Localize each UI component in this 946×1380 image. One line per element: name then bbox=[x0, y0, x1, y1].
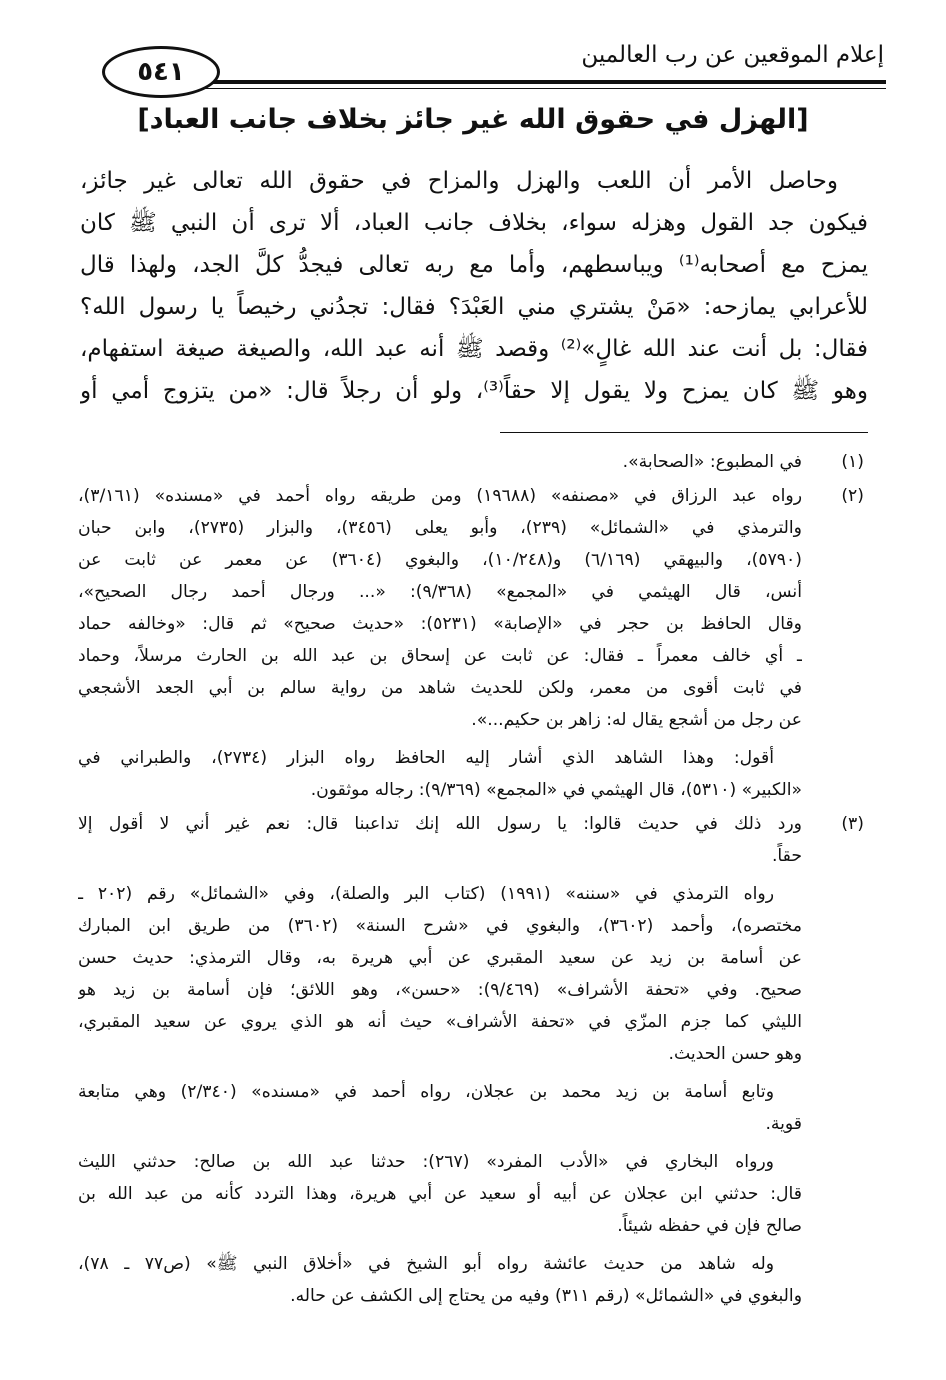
footnote-line: في المطبوع: «الصحابة». bbox=[622, 452, 802, 472]
footnote-line: صحيح. وفي «تحفة الأشراف» (٩/٤٦٩): «حسن»، وهو اللائق؛ فإن أسامة بن زيد هو bbox=[78, 980, 802, 1000]
footnote-line: (٥٧٩٠)، والبيهقي (٦/١٦٩) و(١٠/٢٤٨)، والبغوي (٣٦٠٤) عن معمر عن ثابت عن bbox=[78, 550, 802, 570]
footnote-paragraph bbox=[78, 480, 802, 736]
footnote-number: (٣) bbox=[841, 814, 864, 834]
footnote-line: ورد ذلك في حديث قالوا: يا رسول الله إنك تداعبنا قال: نعم غير أني لا أقول إلا bbox=[78, 814, 802, 834]
footnote-line: ـ أي خالف معمراً ـ فقال: عن ثابت عن إسحاق بن عبد الله بن الحارث مرسلاً، وحماد bbox=[78, 646, 802, 666]
footnote-number: (٢) bbox=[841, 486, 864, 506]
footnote-paragraph bbox=[78, 1076, 802, 1140]
footnote-line: قال: حدثني ابن عجلان عن أبيه أو سعيد عن أبي هريرة، وهذا التردد كأنه من عبد الله بن bbox=[78, 1184, 802, 1204]
footnote-line: قوية. bbox=[765, 1114, 802, 1134]
text-line: يمزح مع أصحابه⁽¹⁾ ويباسطهم، وأما مع ربه تعالى فيجدُّ كلَّ الجد، ولهذا قال bbox=[80, 252, 868, 278]
footnote-line: الليثي كما جزم المزّي في «تحفة الأشراف» حيث أنه هو الذي يروي عن سعيد المقبري، bbox=[78, 1012, 802, 1032]
footnote-line: حقاً. bbox=[771, 846, 802, 866]
footnote-line: أنس، قال الهيثمي في «المجمع» (٩/٣٦٨): «... ورجال أحمد رجال الصحيح»، bbox=[78, 582, 802, 602]
footnote-line: والترمذي في «الشمائل» (٢٣٩)، وأبو يعلى (٣٤٥٦)، والبزار (٢٧٣٥)، وابن حبان bbox=[78, 518, 802, 538]
footnote-line: عن أسامة بن زيد عن سعيد المقبري عن أبي هريرة به، وقال الترمذي: حديث حسن bbox=[78, 948, 802, 968]
footnote-paragraph bbox=[78, 1248, 802, 1312]
page-number: ٥٤١ bbox=[102, 46, 220, 98]
footnote-divider bbox=[500, 432, 868, 433]
footnote-line: عن رجل من أشجع يقال له: زاهر بن حكيم...». bbox=[471, 710, 802, 730]
footnote-paragraph bbox=[78, 878, 802, 1070]
text-line: وحاصل الأمر أن اللعب والهزل والمزاح في حقوق الله تعالى غير جائز، bbox=[80, 168, 838, 194]
footnote-1 bbox=[78, 446, 864, 478]
footnote-paragraph bbox=[78, 808, 802, 872]
footnote-3 bbox=[78, 808, 864, 1312]
text-line: للأعرابي يمازحه: «مَنْ يشتري مني العَبْدَ؟ فقال: تجدُني رخيصاً يا رسول الله؟ bbox=[80, 294, 868, 320]
text-line: فيكون جد القول وهزله سواء، بخلاف جانب العباد، ألا ترى أن النبي ﷺ كان bbox=[80, 210, 868, 236]
text-line: فقال: بل أنت عند الله غالٍ»⁽²⁾ وقصد ﷺ أنه عبد الله، والصيغة صيغة استفهام، bbox=[80, 336, 868, 362]
book-title: إعلام الموقعين عن رب العالمين bbox=[581, 42, 884, 68]
header-rule-thick bbox=[188, 80, 886, 84]
footnote-line: والبغوي في «الشمائل» (رقم ٣١١) وفيه من يحتاج إلى الكشف عن حاله. bbox=[290, 1286, 802, 1306]
footnote-2 bbox=[78, 480, 864, 806]
footnotes bbox=[78, 446, 864, 1312]
footnote-line: وقال الحافظ بن حجر في «الإصابة» (٥٢٣١): «حديث صحيح» ثم قال: «وخالفه حماد bbox=[78, 614, 802, 634]
footnote-line: «الكبير» (٥٣١٠)، قال الهيثمي في «المجمع» (٩/٣٦٩): رجاله موثقون. bbox=[310, 780, 802, 800]
footnote-paragraph bbox=[78, 446, 802, 478]
text-line: وهو ﷺ كان يمزح ولا يقول إلا حقاً⁽³⁾، ولو أن رجلاً قال: «من يتزوج أمي أو bbox=[80, 378, 868, 404]
section-heading: [الهزل في حقوق الله غير جائز بخلاف جانب العباد] bbox=[137, 104, 809, 135]
footnote-paragraph bbox=[78, 1146, 802, 1242]
footnote-line: ورواه البخاري في «الأدب المفرد» (٢٦٧): حدثنا عبد الله بن صالح: حدثني الليث bbox=[78, 1152, 774, 1172]
main-text bbox=[80, 160, 868, 412]
footnote-number: (١) bbox=[841, 452, 864, 472]
footnote-line: وهو حسن الحديث. bbox=[668, 1044, 802, 1064]
running-header bbox=[60, 36, 886, 96]
footnote-line: رواه عبد الرزاق في «مصنفه» (١٩٦٨٨) ومن طريقه رواه أحمد في «مسنده» (٣/١٦١)، bbox=[78, 486, 802, 506]
footnote-line: وتابع أسامة بن زيد محمد بن عجلان، رواه أحمد في «مسنده» (٢/٣٤٠) وهي متابعة bbox=[78, 1082, 774, 1102]
footnote-line: مختصره)، وأحمد (٣٦٠٢)، والبغوي في «شرح السنة» (٣٦٠٢) من طريق ابن المبارك bbox=[78, 916, 802, 936]
footnote-line: أقول: وهذا الشاهد الذي أشار إليه الحافظ رواه البزار (٢٧٣٤)، والطبراني في bbox=[78, 748, 775, 768]
header-rule-thin bbox=[188, 88, 886, 89]
footnote-line: وله شاهد من حديث عائشة رواه أبو الشيخ في «أخلاق النبي ﷺ» (ص٧٧ ـ ٧٨)، bbox=[78, 1254, 774, 1274]
footnote-line: صالح فإن في حفظه شيئاً. bbox=[617, 1216, 802, 1236]
footnote-line: في ثابت أقوى من معمر، ولكن للحديث شاهد من رواية سالم بن أبي الجعد الأشجعي bbox=[78, 678, 802, 698]
footnote-line: رواه الترمذي في «سننه» (١٩٩١) (كتاب البر والصلة)، وفي «الشمائل» رقم (٢٠٢ ـ bbox=[78, 884, 774, 904]
footnote-paragraph bbox=[78, 742, 802, 806]
